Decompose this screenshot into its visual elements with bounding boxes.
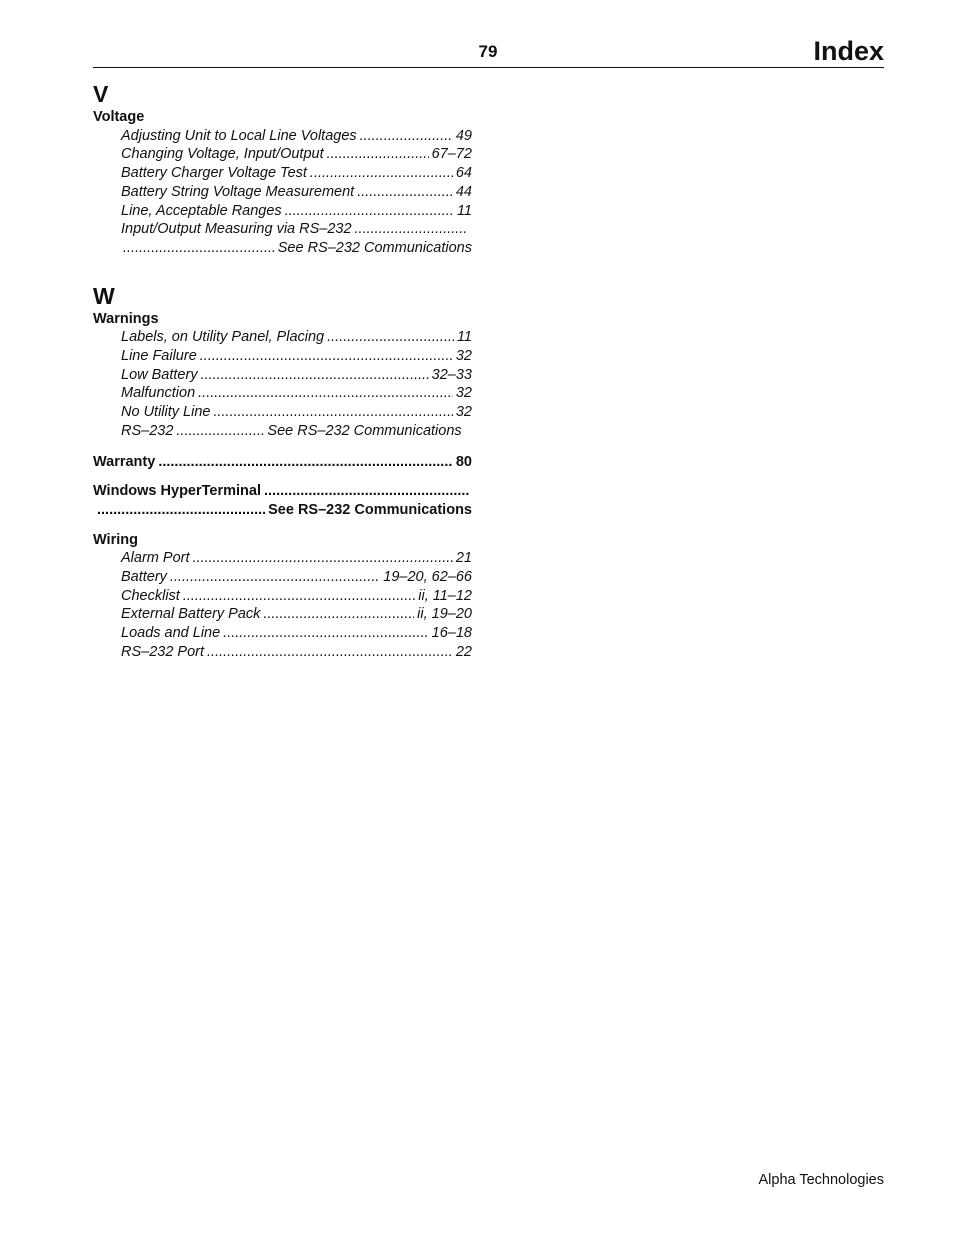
header-divider [93, 67, 884, 68]
group-title-wiring: Wiring [93, 531, 138, 548]
page-title: Index [813, 36, 884, 66]
index-entry-continuation: ..... See RS–232 Communications [93, 239, 472, 258]
index-entry: RS–232 Port ..... 22 [93, 643, 472, 662]
index-entry: Labels, on Utility Panel, Placing ..... 11 [93, 328, 472, 347]
index-entry: Alarm Port ..... 21 [93, 549, 472, 568]
index-entry: Line, Acceptable Ranges ..... 11 [93, 202, 472, 221]
index-entry: Battery ..... 19–20, 62–66 [93, 568, 472, 587]
index-entry: Checklist ..... ii, 11–12 [93, 587, 472, 606]
index-column [93, 80, 472, 662]
index-entry: Battery String Voltage Measurement ..... 44 [93, 183, 472, 202]
index-entry-continuation: ..... See RS–232 Communications [93, 501, 472, 520]
index-entry: RS–232 ..... See RS–232 Communications [93, 422, 472, 441]
page-number: 79 [478, 42, 498, 61]
footer-company: Alpha Technologies [758, 1172, 884, 1188]
index-group-wiring [93, 531, 472, 662]
index-group-voltage [93, 108, 472, 258]
index-group-warnings [93, 310, 472, 441]
index-entry: External Battery Pack ..... ii, 19–20 [93, 605, 472, 624]
index-entry: Loads and Line ..... 16–18 [93, 624, 472, 643]
index-entry: Line Failure ..... 32 [93, 347, 472, 366]
index-entry: Input/Output Measuring via RS–232 ..... [93, 220, 467, 239]
index-entry-warranty: Warranty ..... 80 [93, 453, 472, 472]
index-entry: Low Battery ..... 32–33 [93, 366, 472, 385]
index-entry-windows-hyperterminal: Windows HyperTerminal ..... [93, 482, 469, 501]
index-entry: Malfunction ..... 32 [93, 384, 472, 403]
index-entry: No Utility Line ..... 32 [93, 403, 472, 422]
group-title-voltage: Voltage [93, 109, 145, 125]
index-entry: Adjusting Unit to Local Line Voltages ..... 49 [93, 127, 472, 146]
index-entry: Battery Charger Voltage Test ..... 64 [93, 164, 472, 183]
section-letter-w: W [93, 282, 115, 309]
section-letter-v: V [93, 81, 109, 107]
index-entry: Changing Voltage, Input/Output ..... 67–72 [93, 145, 472, 164]
group-title-warnings: Warnings [93, 310, 159, 327]
